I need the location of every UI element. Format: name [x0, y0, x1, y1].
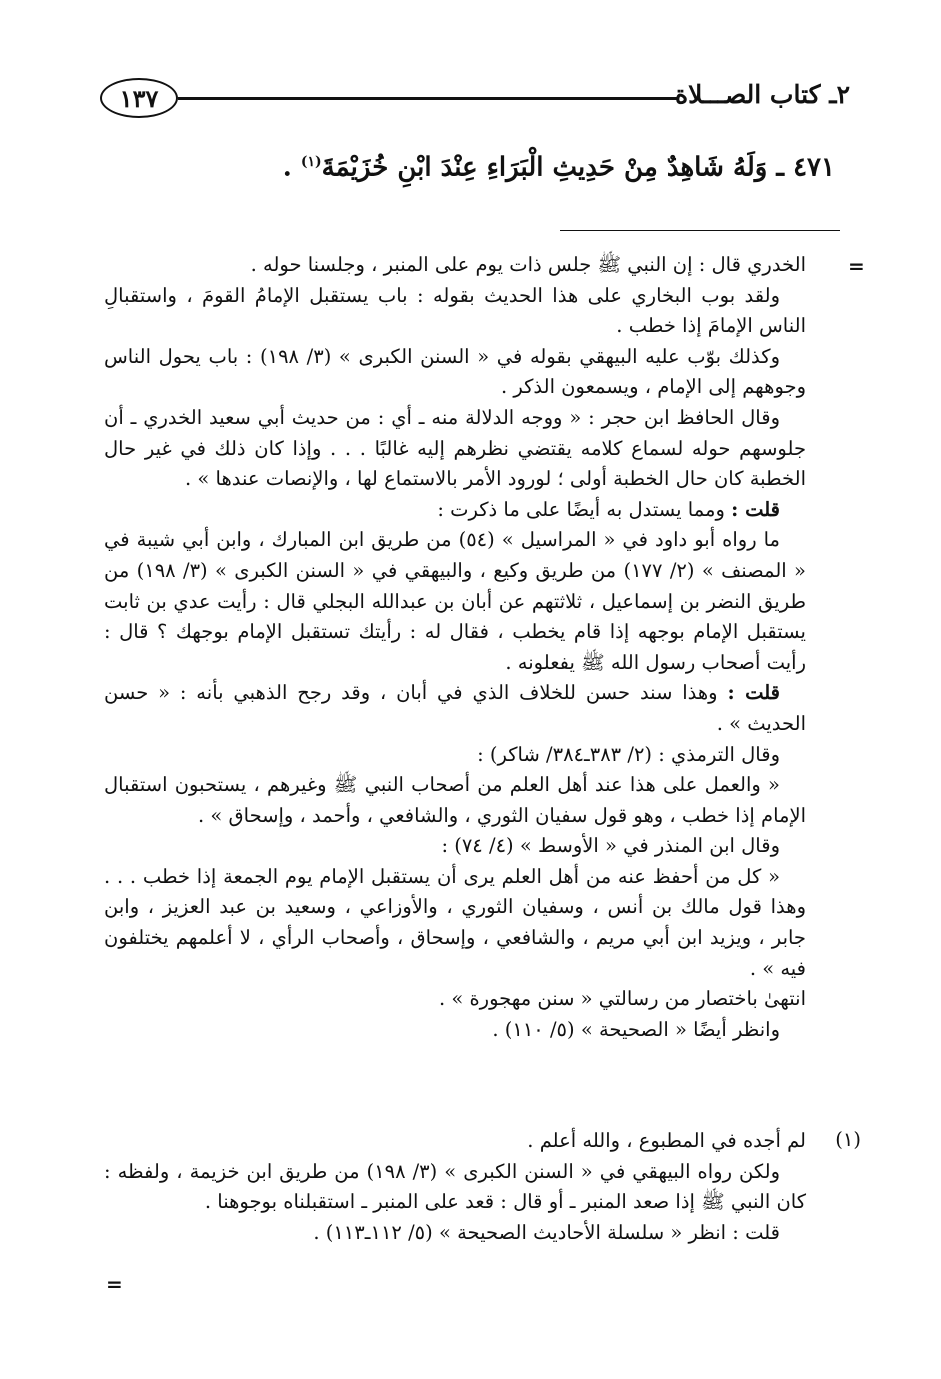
footnote-text: انظر « سلسلة الأحاديث الصحيحة » (٥/ ١١٢ـ١١٣) . [313, 1220, 733, 1244]
note-text: ومما يستدل به أيضًا على ما ذكرت : [437, 497, 732, 521]
commentary-notes [104, 250, 806, 1045]
continuation-mark-bottom: = [106, 1272, 123, 1296]
hadith-footnote-ref: (١) [300, 154, 322, 170]
page-number-badge: ١٣٧ [100, 78, 178, 118]
qult-label: قلت : [727, 681, 780, 705]
continuation-mark-top: = [848, 254, 865, 278]
note-paragraph: ما رواه أبو داود في « المراسيل » (٥٤) من طريق ابن المبارك ، وابن أبي شيبة في « المصنف » (٢/ ١٧٧) من طريق وكيع ، والبيهقي في « السنن الكبرى » (٣/ ١٩٨) من طريق النضر بن إسماعيل ، ثلاثتهم عن أبان بن عبدالله البجلي قال : رأيت عدي بن ثابت يستقبل الإمام بوجهه إذا قام يخطب ، فقال له : رأيتك تستقبل الإمام بوجهك ؟ قال : رأيت أصحاب رسول الله ﷺ يفعلونه . [104, 528, 806, 674]
page-header [100, 78, 850, 122]
note-paragraph: ولقد بوب البخاري على هذا الحديث بقوله : باب يستقبل الإمامُ القومَ ، واستقبالِ الناس الإمامَ إذا خطب . [104, 283, 806, 338]
header-rule [178, 97, 678, 100]
note-paragraph: وقال الحافظ ابن حجر : « ووجه الدلالة منه ـ أي : من حديث أبي سعيد الخدري ـ أن جلوسهم حوله لسماع كلامه يقتضي نظرهم إليه غالبًا . . . وإذا كان ذلك في غير حال الخطبة كان حال الخطبة أولى ؛ لورود الأمر بالاستماع لها ، والإنصات عندها » . [104, 405, 806, 491]
note-paragraph: وقال الترمذي : (٢/ ٣٨٣ـ٣٨٤/ شاكر) : [477, 742, 780, 766]
footnote-paragraph: ولكن رواه البيهقي في « السنن الكبرى » (٣/ ١٩٨) من طريق ابن خزيمة ، ولفظه : كان النبي ﷺ إذا صعد المنبر ـ أو قال : قعد على المنبر ـ استقبلناه بوجوهنا . [104, 1159, 806, 1214]
note-paragraph: وقال ابن المنذر في « الأوسط » (٤/ ٧٤) : [441, 834, 780, 858]
note-paragraph: « والعمل على هذا عند أهل العلم من أصحاب النبي ﷺ وغيرهم ، يستحبون استقبال الإمام إذا خطب ، وهو قول سفيان الثوري ، والشافعي ، وأحمد ، وإسحاق » . [104, 773, 806, 827]
note-paragraph: وكذلك بوّب عليه البيهقي بقوله في « السنن الكبرى » (٣/ ١٩٨) : باب يحول الناس وجوههم إلى الإمام ، ويسمعون الذكر . [104, 344, 806, 399]
footnote-paragraph [104, 1218, 806, 1249]
note-paragraph: انتهىٰ باختصار من رسالتي « سنن مهجورة » . [438, 987, 806, 1011]
qult-label: قلت : [732, 1220, 780, 1244]
chapter-title: ٢ـ كتاب الصـــلاة [675, 80, 850, 109]
qult-label: قلت : [731, 497, 780, 521]
footnote-paragraph: لم أجده في المطبوع ، والله أعلم . [527, 1129, 806, 1152]
note-paragraph: وانظر أيضًا « الصحيحة » (٥/ ١١٠) . [492, 1017, 780, 1041]
hadith-body: ٤٧١ ـ وَلَهُ شَاهِدٌ مِنْ حَدِيثِ الْبَرَاءِ عِنْدَ ابْنِ خُزَيْمَةَ [321, 152, 835, 183]
footnote-marker: (١) [835, 1128, 861, 1151]
note-paragraph: « كل من أحفظ عنه من أهل العلم يرى أن يستقبل الإمام يوم الجمعة إذا خطب . . . وهذا قول مالك بن أنس ، وسفيان الثوري ، والأوزاعي ، وسعيد بن عبد العزيز ، وابن جابر ، ويزيد ابن أبي مريم ، والشافعي ، وإسحاق ، وأصحاب الرأي ، لا أعلمهم يختلفون فيه » . [104, 864, 806, 980]
footnote [104, 1126, 806, 1248]
note-paragraph: الخدري قال : إن النبي ﷺ جلس ذات يوم على المنبر ، وجلسنا حوله . [250, 253, 806, 276]
hadith-end: . [282, 152, 301, 183]
note-text: وهذا سند حسن للخلاف الذي في أبان ، وقد رجح الذهبي بأنه : « حسن الحديث » . [104, 681, 806, 735]
note-paragraph [104, 678, 806, 739]
footnote-separator [560, 230, 840, 231]
note-paragraph [104, 495, 806, 526]
hadith-text [135, 140, 835, 190]
